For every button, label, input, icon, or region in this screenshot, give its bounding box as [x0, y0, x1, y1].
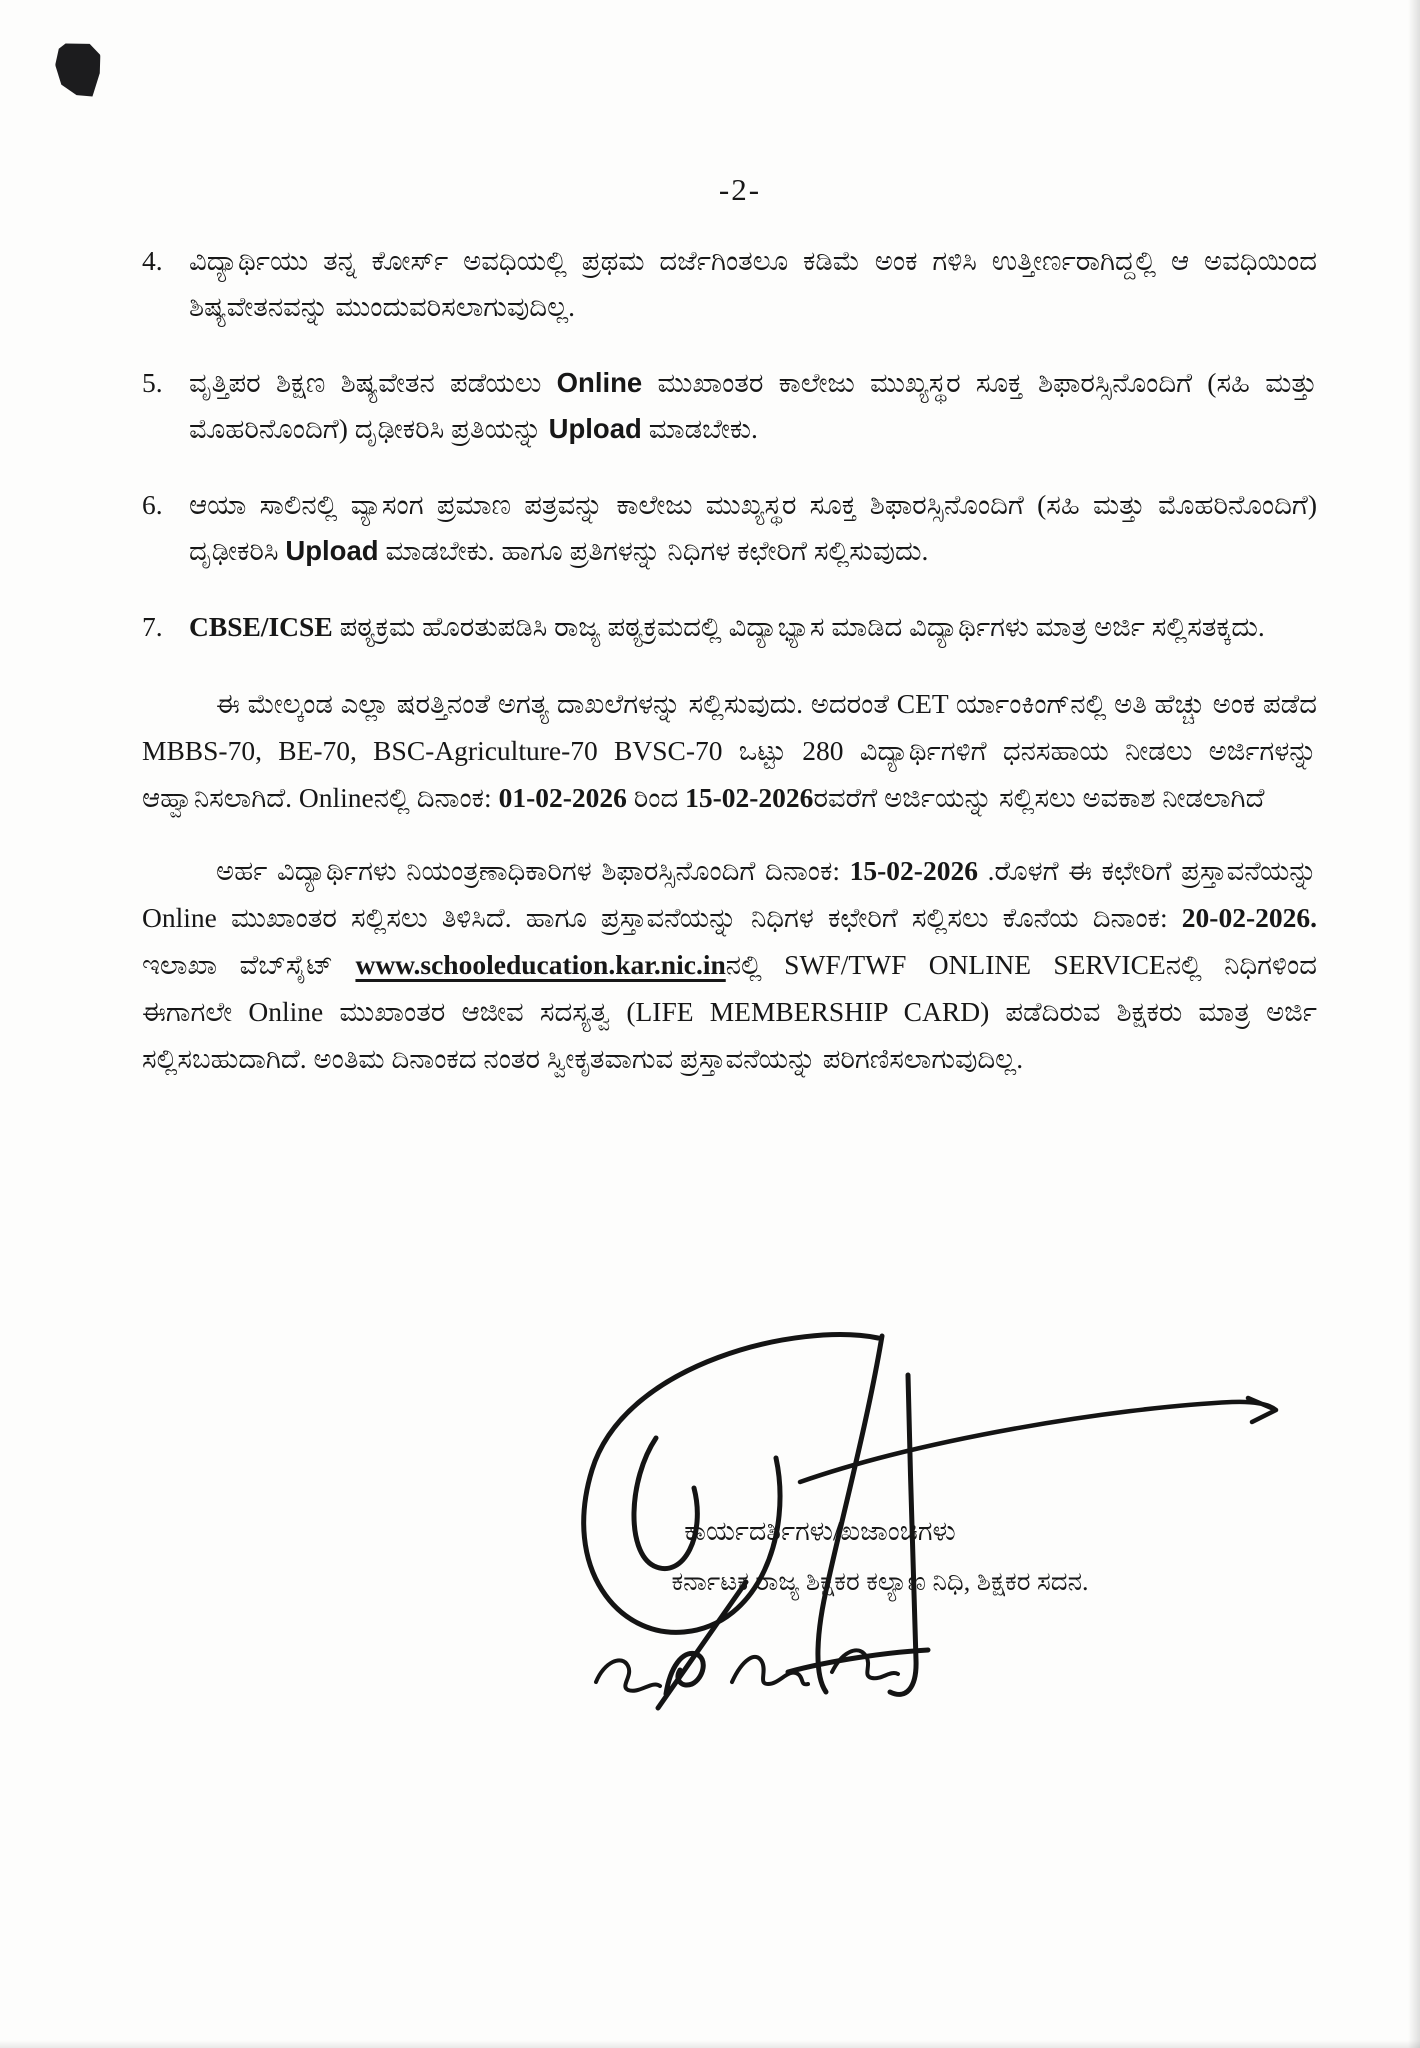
item-text-segment: ವೃತ್ತಿಪರ ಶಿಕ್ಷಣ ಶಿಷ್ಯವೇತನ ಪಡೆಯಲು — [189, 367, 557, 398]
document-body — [142, 238, 1317, 1082]
paragraph-segment: ಇಲಾಖಾ ವೆಬ್‌ಸೈಟ್ — [142, 949, 356, 980]
paragraph-segment: ರವರೆಗೆ ಅರ್ಜಿಯನ್ನು ಸಲ್ಲಿಸಲು ಅವಕಾಶ ನೀಡಲಾಗಿದೆ — [813, 782, 1265, 813]
item-text-segment: ಮುಖಾಂತರ ಕಾಲೇಜು ಮುಖ್ಯಸ್ಥರ ಸೂಕ್ತ ಶಿಫಾರಸ್ಸಿನೊಂದಿಗೆ (ಸಹಿ ಮತ್ತು ಮೊಹರಿನೊಂದಿಗೆ) ದೃಢೀಕರಿಸಿ ಪ್ರತಿಯನ್ನು — [189, 367, 1318, 444]
paragraph-conditions — [142, 680, 1317, 821]
paragraph-segment: ರಿಂದ — [626, 782, 686, 813]
start-date: 01-02-2026 — [498, 782, 627, 813]
end-date: 15-02-2026 — [685, 782, 814, 813]
list-item-7 — [142, 604, 1317, 650]
paragraph-submission — [142, 847, 1317, 1082]
list-item-6 — [142, 482, 1317, 574]
list-item-5 — [142, 360, 1317, 452]
handwritten-signature-ink — [470, 1320, 1310, 1750]
item-number: 6. — [142, 489, 163, 520]
paragraph-segment: ನಲ್ಲಿ SWF/TWF ONLINE SERVICEನಲ್ಲಿ ನಿಧಿಗಳಿಂದ ಈಗಾಗಲೇ Online ಮುಖಾಂತರ ಆಜೀವ ಸದಸ್ಯತ್ವ (LIFE MEMBERSHIP CARD) ಪಡೆದಿರುವ ಶಿಕ್ಷಕರು ಮಾತ್ರ ಅರ್ಜಿ ಸಲ್ಲಿಸಬಹುದಾಗಿದೆ. ಅಂತಿಮ ದಿನಾಂಕದ ನಂತರ ಸ್ವೀಕೃತವಾಗುವ ಪ್ರಸ್ತಾವನೆಯನ್ನು ಪರಿಗಣಿಸಲಾಗುವುದಿಲ್ಲ. — [142, 949, 1317, 1074]
item-text — [189, 604, 1317, 650]
item-text-segment: ಆಯಾ ಸಾಲಿನಲ್ಲಿ ವ್ಯಾಸಂಗ ಪ್ರಮಾಣ ಪತ್ರವನ್ನು ಕಾಲೇಜು ಮುಖ್ಯಸ್ಥರ ಸೂಕ್ತ ಶಿಫಾರಸ್ಸಿನೊಂದಿಗೆ (ಸಹಿ ಮತ್ತು ಮೊಹರಿನೊಂದಿಗೆ) ದೃಢೀಕರಿಸಿ — [189, 489, 1317, 566]
item-text-segment: ಮಾಡಬೇಕು. — [641, 413, 758, 444]
signatory-designation: ಕಾರ್ಯದರ್ಶಿಗಳು/ಖಜಾಂಚಿಗಳು — [684, 1516, 956, 1546]
page-number: -2- — [718, 172, 762, 207]
signatory-organization: ಕರ್ನಾಟಕ ರಾಜ್ಯ ಶಿಕ್ಷಕರ ಕಲ್ಯಾಣ ನಿಧಿ, ಶಿಕ್ಷಕರ ಸದನ. — [671, 1567, 1089, 1596]
cbse-icse-keyword: CBSE/ICSE — [189, 611, 333, 642]
item-number: 4. — [142, 245, 163, 276]
item-number: 7. — [142, 611, 163, 642]
upload-keyword: Upload — [285, 535, 379, 566]
item-text — [189, 482, 1317, 574]
list-item-4 — [142, 238, 1317, 330]
online-keyword: Online — [556, 367, 643, 398]
item-text-segment: ಮಾಡಬೇಕು. ಹಾಗೂ ಪ್ರತಿಗಳನ್ನು ನಿಧಿಗಳ ಕಛೇರಿಗೆ ಸಲ್ಲಿಸುವುದು. — [378, 535, 929, 566]
paragraph-segment: .ರೊಳಗೆ ಈ ಕಛೇರಿಗೆ ಪ್ರಸ್ತಾವನೆಯನ್ನು Online ಮುಖಾಂತರ ಸಲ್ಲಿಸಲು ತಿಳಿಸಿದೆ. ಹಾಗೂ ಪ್ರಸ್ತಾವನೆಯನ್ನು ನಿಧಿಗಳ ಕಛೇರಿಗೆ ಸಲ್ಲಿಸಲು ಕೊನೆಯ ದಿನಾಂಕ: — [142, 855, 1318, 933]
office-deadline-date: 15-02-2026 — [849, 855, 978, 886]
final-deadline-date: 20-02-2026. — [1181, 902, 1317, 933]
paragraph-segment: ಅರ್ಹ ವಿದ್ಯಾರ್ಥಿಗಳು ನಿಯಂತ್ರಣಾಧಿಕಾರಿಗಳ ಶಿಫಾರಸ್ಸಿನೊಂದಿಗೆ ದಿನಾಂಕ: — [216, 855, 850, 886]
paragraph-segment: ಈ ಮೇಲ್ಕಂಡ ಎಲ್ಲಾ ಷರತ್ತಿನಂತೆ ಅಗತ್ಯ ದಾಖಲೆಗಳನ್ನು ಸಲ್ಲಿಸುವುದು. ಅದರಂತೆ CET ರ್ಯಾಂಕಿಂಗ್‌ನಲ್ಲಿ ಅತಿ ಹೆಚ್ಚು ಅಂಕ ಪಡೆದ MBBS-70, BE-70, BSC-Agriculture-70 BVSC-70 ಒಟ್ಟು 280 ವಿದ್ಯಾರ್ಥಿಗಳಿಗೆ ಧನಸಹಾಯ ನೀಡಲು ಅರ್ಜಿಗಳನ್ನು ಆಹ್ವಾನಿಸಲಾಗಿದೆ. Onlineನಲ್ಲಿ ದಿನಾಂಕ: — [142, 688, 1317, 813]
item-text — [189, 360, 1317, 452]
item-text-segment: ವಿದ್ಯಾರ್ಥಿಯು ತನ್ನ ಕೋರ್ಸ್ ಅವಧಿಯಲ್ಲಿ ಪ್ರಥಮ ದರ್ಜೆಗಿಂತಲೂ ಕಡಿಮೆ ಅಂಕ ಗಳಿಸಿ ಉತ್ತೀರ್ಣರಾಗಿದ್ದಲ್ಲಿ ಆ ಅವಧಿಯಿಂದ ಶಿಷ್ಯವೇತನವನ್ನು ಮುಂದುವರಿಸಲಾಗುವುದಿಲ್ಲ. — [189, 245, 1317, 322]
item-number: 5. — [142, 367, 163, 398]
item-text-segment: ಪಠ್ಯಕ್ರಮ ಹೊರತುಪಡಿಸಿ ರಾಜ್ಯ ಪಠ್ಯಕ್ರಮದಲ್ಲಿ ವಿದ್ಯಾಭ್ಯಾಸ ಮಾಡಿದ ವಿದ್ಯಾರ್ಥಿಗಳು ಮಾತ್ರ ಅರ್ಜಿ ಸಲ್ಲಿಸತಕ್ಕದು. — [332, 611, 1265, 642]
upload-keyword: Upload — [548, 413, 642, 444]
item-text — [189, 238, 1317, 330]
website-link[interactable]: www.schooleducation.kar.nic.in — [355, 949, 726, 980]
scan-artifact-mark — [53, 39, 105, 100]
